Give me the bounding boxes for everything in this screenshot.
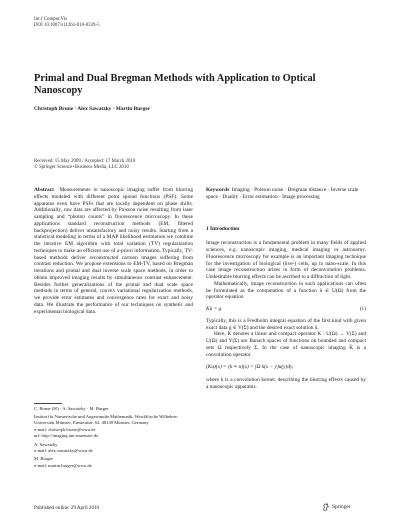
received-accepted: Received: 15 May 2009 / Accepted: 17 March 2010	[34, 159, 136, 164]
publisher-logo	[322, 503, 351, 511]
doi: DOI 10.1007/s11263-010-0339-5	[34, 23, 100, 29]
affiliation-url[interactable]: url: http://imaging.uni-muenster.de	[34, 433, 99, 439]
paper-title: Primal and Dual Bregman Methods with Application to Optical Nanoscopy	[34, 73, 316, 97]
affiliation-institute: Institut für Numerische und Angewandte Mathematik, Westfälische Wilhelms-Universität Münster, Einsteinstr. 62, 48149 Münster, Germany	[34, 414, 179, 426]
section-heading: 1 Introduction	[206, 225, 240, 232]
right-column	[206, 187, 366, 391]
intro-paragraph-4: Here, K denotes a linear and compact operator K : U(Ω) → V(Σ) and U(Ω) and V(Σ) are Banach spaces of functions on bounded and compact sets Ω respectively Σ. In the case of nanoscopic imaging K̄ is a convolution operator	[206, 331, 366, 358]
journal-name: Int J Comput Vis	[34, 17, 68, 22]
intro-paragraph-2: Mathematically, image reconstruction in such applications can often be formulated as the computation of a function ū ∈ U(Ω) from the operator equation	[206, 280, 366, 301]
affiliation-email-burger[interactable]: e-mail: martin.burger@wwu.de	[34, 462, 92, 468]
copyright: © Springer Science+Business Media, LLC 2010	[34, 165, 129, 171]
equation-2	[206, 364, 366, 371]
journal-header	[34, 17, 100, 30]
published-online: Published online: 29 April 2010	[34, 505, 100, 511]
equation-1-body: Kū = g.	[206, 306, 223, 312]
intro-paragraph-3: Typically, this is a Fredholm integral equation of the first kind with given exact data g ∈ V(Σ) and the desired exact solution ū.	[206, 317, 366, 331]
affiliation-authors-main: C. Brune (✉) · A. Sawatzky · M. Burger	[34, 406, 109, 411]
keywords-text: Imaging · Poisson noise · Bregman distance · Inverse scale space · Duality · Error estimation · Image processing	[206, 187, 359, 200]
publisher-name: Springer	[332, 504, 351, 510]
dates-block	[34, 159, 135, 172]
equation-1	[206, 306, 366, 313]
equation-1-number: (1)	[359, 306, 366, 312]
keywords-paragraph	[206, 187, 366, 201]
author-list: Christoph Brune · Alex Sawatzky · Martin Burger	[34, 106, 151, 112]
abstract-label: Abstract	[34, 187, 54, 193]
abstract-text: Measurements in nanoscopic imaging suffer from blurring effects modeled with different point spread functions (PSF). Some apparatus even have PSFs that are locally dependent on phase shifts. Additionally, raw data are affected by Poisson noise resulting from laser sampling and “photon counts” in fluorescence microscopy. In these applications standard reconstruction methods (EM, filtered backprojection) deliver unsatisfactory and noisy results. Starting from a statistical modeling in terms of a MAP likelihood estimation we combine the iterative EM algorithm with total variation (TV) regularization techniques to make an efficient use of a-priori information. Typically, TV-based methods deliver reconstructed cartoon images suffering from contrast reduction. We propose extensions to EM-TV, based on Bregman iterations and primal and dual inverse scale space methods, in order to obtain improved imaging results by simultaneous contrast enhancement. Besides further generalizations of the primal and dual scale space methods in terms of general, convex variational regularization methods, we provide error estimates and convergence rates for exact and noisy data. We illustrate the performance of our techniques on synthetic and experimental biological data.	[34, 187, 194, 315]
affiliation-rule	[34, 403, 62, 404]
intro-paragraph-1: Image reconstruction is a fundamental problem in many fields of applied sciences, e.g. nanoscopic imaging, medical imaging or astronomy. Fluorescence microscopy for example is an important imaging technique for the investigation of biological (live-) cells, up to nano-scale. In this case image reconstruction arises in form of deconvolution problems. Undesirable blurring effects can be ascribed to a diffraction of light.	[206, 240, 366, 280]
affiliations-block	[34, 406, 193, 471]
keywords-label: Keywords	[206, 187, 230, 193]
affiliation-author-burger: M. Burger	[34, 456, 54, 462]
abstract-column	[34, 187, 193, 315]
abstract-paragraph	[34, 187, 193, 315]
equation-2-body: (Ku)(x) = (k ∗ u)(x) = ∫Ω k(x − y)u(y)dy,	[206, 364, 294, 371]
affiliation-email-sawatzky[interactable]: e-mail: alex.sawatzky@wwu.de	[34, 447, 93, 453]
intro-paragraph-5: where k is a convolution kernel, describing the blurring effects caused by a nanoscopic apparatus.	[206, 377, 366, 390]
affiliation-email-brune[interactable]: e-mail: christoph.brune@wwu.de	[34, 426, 96, 432]
springer-horse-icon	[322, 503, 330, 511]
affiliation-author-sawatzky: A. Sawatzky	[34, 441, 58, 447]
